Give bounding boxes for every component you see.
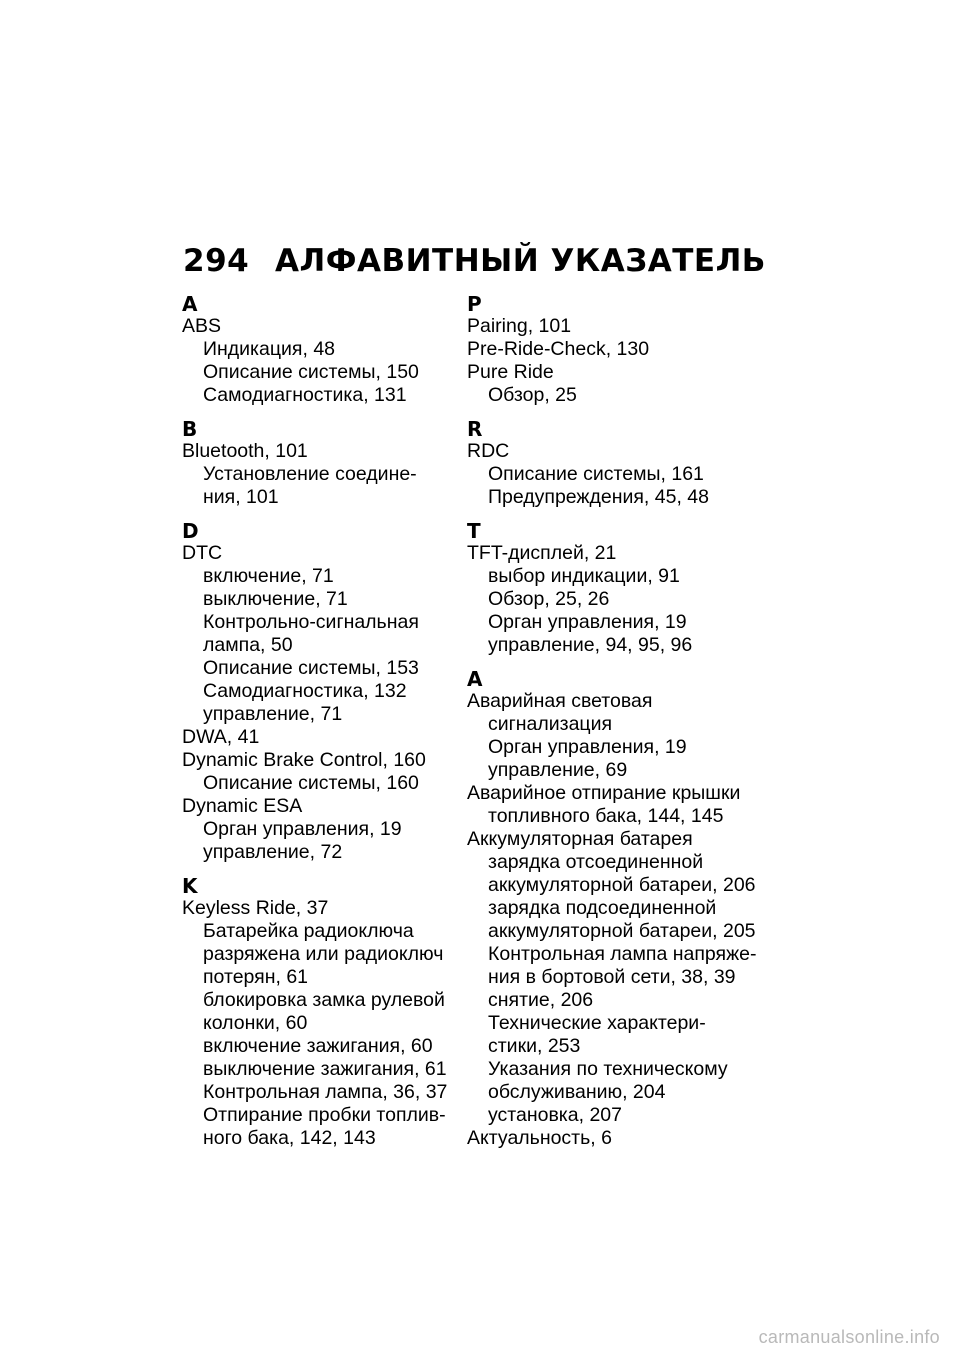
index-entry-battery: Аккумуляторная батарея	[467, 828, 693, 850]
page-number: 294	[183, 243, 250, 279]
index-subentry: управление, 72	[203, 841, 343, 863]
index-subentry: ния, 101	[203, 486, 279, 508]
index-entry-tft-display: TFT-дисплей, 21	[467, 542, 617, 564]
index-subentry: ния в бортовой сети, 38, 39	[488, 966, 736, 988]
index-subentry: Обзор, 25, 26	[488, 588, 610, 610]
index-subentry: Контрольная лампа, 36, 37	[203, 1081, 448, 1103]
index-subentry: Предупреждения, 45, 48	[488, 486, 709, 508]
index-subentry: стики, 253	[488, 1035, 581, 1057]
index-subentry: Технические характери-	[488, 1012, 706, 1034]
index-subentry: блокировка замка рулевой	[203, 989, 445, 1011]
index-letter-k: K	[182, 874, 198, 898]
index-subentry: зарядка подсоединенной	[488, 897, 717, 919]
index-column-left	[182, 292, 448, 1150]
index-subentry: включение зажигания, 60	[203, 1035, 433, 1057]
index-entry-keyless-ride: Keyless Ride, 37	[182, 897, 329, 919]
index-subentry: Описание системы, 160	[203, 772, 419, 794]
index-subentry: зарядка отсоединенной	[488, 851, 704, 873]
index-subentry: Самодиагностика, 131	[203, 384, 407, 406]
index-entry-pure-ride: Pure Ride	[467, 361, 554, 383]
index-subentry: Описание системы, 153	[203, 657, 419, 679]
index-column-right	[467, 292, 757, 1150]
index-subentry: выбор индикации, 91	[488, 565, 680, 587]
index-letter-a: A	[182, 292, 198, 316]
index-entry-dtc: DTC	[182, 542, 223, 564]
index-subentry: управление, 94, 95, 96	[488, 634, 693, 656]
index-subentry: Батарейка радиоключа	[203, 920, 414, 942]
index-subentry: аккумуляторной батареи, 206	[488, 874, 756, 896]
index-subentry: установка, 207	[488, 1104, 622, 1126]
index-subentry: колонки, 60	[203, 1012, 308, 1034]
index-entry-fuel-cap-emergency: Аварийное отпирание крышки	[467, 782, 741, 804]
index-subentry: Отпирание пробки топлив-	[203, 1104, 446, 1126]
index-entry-dwa: DWA, 41	[182, 726, 260, 748]
index-subentry: Описание системы, 150	[203, 361, 419, 383]
index-subentry: Орган управления, 19	[488, 736, 687, 758]
page-header	[183, 243, 766, 279]
index-entry-pairing: Pairing, 101	[467, 315, 572, 337]
index-subentry: Самодиагностика, 132	[203, 680, 407, 702]
index-letter-b: B	[182, 417, 198, 441]
index-entry-relevance: Актуальность, 6	[467, 1127, 612, 1149]
index-subentry: топливного бака, 144, 145	[488, 805, 724, 827]
index-subentry: управление, 69	[488, 759, 628, 781]
index-subentry: Обзор, 25	[488, 384, 577, 406]
index-subentry: включение, 71	[203, 565, 334, 587]
index-subentry: Контрольная лампа напряже-	[488, 943, 757, 965]
index-subentry: выключение, 71	[203, 588, 348, 610]
index-subentry: Орган управления, 19	[488, 611, 687, 633]
index-subentry: выключение зажигания, 61	[203, 1058, 447, 1080]
index-subentry: лампа, 50	[203, 634, 293, 656]
index-subentry: Орган управления, 19	[203, 818, 402, 840]
index-letter-cyrillic-a: А	[467, 667, 483, 691]
index-subentry: управление, 71	[203, 703, 343, 725]
index-subentry: ного бака, 142, 143	[203, 1127, 376, 1149]
index-entry-pre-ride-check: Pre-Ride-Check, 130	[467, 338, 650, 360]
index-entry-hazard-lights: Аварийная световая	[467, 690, 653, 712]
index-entry-bluetooth: Bluetooth, 101	[182, 440, 308, 462]
index-subentry: Описание системы, 161	[488, 463, 704, 485]
page-title: АЛФАВИТНЫЙ УКАЗАТЕЛЬ	[275, 243, 766, 279]
index-subentry: разряжена или радиоключ	[203, 943, 444, 965]
watermark: carmanualsonline.info	[758, 1327, 940, 1347]
index-subentry: обслуживанию, 204	[488, 1081, 666, 1103]
index-subentry: потерян, 61	[203, 966, 309, 988]
index-letter-t: T	[467, 519, 481, 543]
index-entry-dynamic-brake-control: Dynamic Brake Control, 160	[182, 749, 426, 771]
index-subentry: Указания по техническому	[488, 1058, 728, 1080]
index-subentry: Установление соедине-	[203, 463, 417, 485]
index-subentry: сигнализация	[488, 713, 613, 735]
index-entry-abs: ABS	[182, 315, 222, 337]
index-letter-d: D	[182, 519, 199, 543]
index-letter-r: R	[467, 417, 483, 441]
index-subentry: Индикация, 48	[203, 338, 336, 360]
index-subentry: аккумуляторной батареи, 205	[488, 920, 756, 942]
index-subentry: снятие, 206	[488, 989, 594, 1011]
index-entry-dynamic-esa: Dynamic ESA	[182, 795, 303, 817]
index-letter-p: P	[467, 292, 482, 316]
index-subentry: Контрольно-сигнальная	[203, 611, 419, 633]
index-entry-rdc: RDC	[467, 440, 510, 462]
